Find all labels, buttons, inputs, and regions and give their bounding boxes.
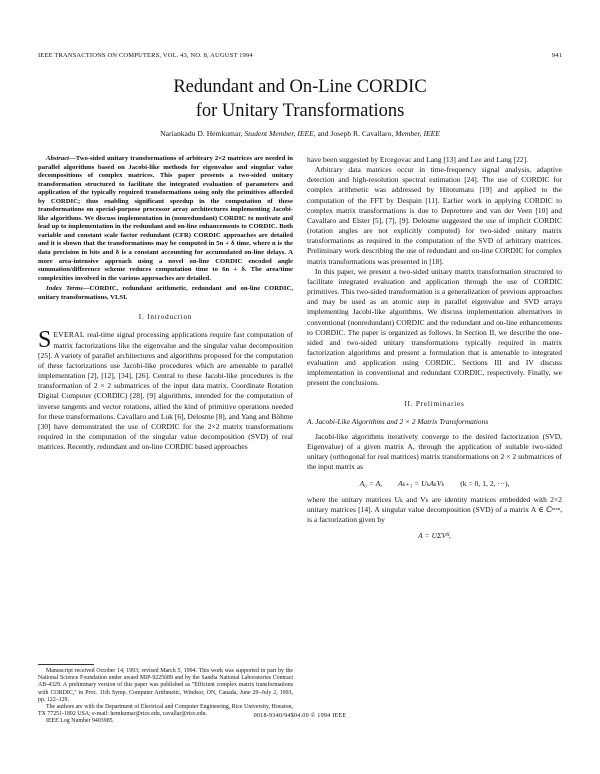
right-paragraph-2: Arbitrary data matrices occur in time-frequency signal analysis, adaptive detection and high-resolution spectral estimation [24]. The use of CORDIC for complex arithmetic was addressed by Hitotumatu [19] and applied to the computation of the FFT by Despain [11]. Earlier work in applying CORDIC to complex matrix transformations is due to Deprettere and van der Veen [10] and Cavallaro and Elster [5], [7], [9]. Delosme suggested the use of implicit CORDIC (rotation angles are not explicitly computed) for two-sided unitary matrix transformations as required in the computation of the SVD of arbitrary matrices. Preliminary work describing the use of redundant and on-line CORDIC for complex matrix transformations was presented in [18].	[307, 165, 562, 266]
equation-2-text: A = UΣVᴴ,	[418, 531, 451, 541]
copyright-footer: 0018-9340/94$04.00 © 1994 IEEE	[253, 712, 347, 719]
section-2-paragraph-2: where the unitary matrices Uₖ and Vₖ are identity matrices embedded with 2×2 unitary matrices [14]. A singular value decomposition (SVD) of a matrix A ∈ ℂᵐˣⁿ, is a factorization given by	[307, 494, 562, 524]
abstract	[38, 155, 293, 302]
author-1: Nariankadu D. Hemkumar,	[160, 129, 243, 138]
section-1-heading: I. Introduction	[138, 313, 193, 322]
first-words: EVERAL	[53, 330, 85, 340]
equation-2	[307, 531, 562, 541]
footnote-authors: The authors are with the Department of Electrical and Computer Engineering, Rice University, Houston, TX 77251-1892 USA; e-mail: hemkumar@rice.edu, cavallar@rice.edu.	[38, 704, 293, 718]
section-2-paragraph-1: Jacobi-like algorithms iteratively converge to the desired factorization (SVD, Eigenvalue) of a given matrix A, through the application of suitable two-sided unitary (orthogonal for real matrices) matrix transformations on 2 × 2 submatrices of the input matrix as	[307, 431, 562, 472]
section-1-paragraph	[38, 327, 293, 452]
running-head	[38, 52, 562, 59]
footnote-log-number: IEEE Log Number 9403985.	[46, 718, 115, 725]
abstract-text: —Two-sided unitary transformations of arbitrary 2×2 matrices are needed in parallel algorithms based on Jacobi-like methods for eigenvalue and singular value decompositions of complex matrices. This paper presents a two-sided unitary transformation structured to facilitate the integrated evaluation of parameters and application of the typically required transformations using only the primitives afforded by CORDIC; thus enabling significant speedup in the computation of these transformations on special-purpose processor array architectures implementing Jacobi-like algorithms. We discuss implementation in (nonredundant) CORDIC to motivate and lead up to implementation in the redundant and on-line enhancements to CORDIC. Both variable and constant scale factor redundant (CFR) CORDIC approaches are detailed and it is shown that the transformations may be computed in 5n + δ time, where n is the data precision in bits and δ is a constant accounting for accumulated on-line delays. A more area-intensive approach using a novel on-line CORDIC encoded angle summation/difference scheme reduces computation time to 6n + δ. The area/time complexities involved in the various approaches are detailed.	[38, 155, 293, 282]
index-terms-label: Index Terms	[46, 285, 83, 293]
left-column	[38, 155, 293, 452]
author-2-role: Member, IEEE	[395, 129, 440, 138]
right-column	[307, 155, 562, 547]
authors	[0, 129, 600, 138]
author-1-role: Student Member, IEEE,	[244, 129, 316, 138]
equation-1-lhs: A₀ = A,	[359, 478, 383, 488]
equation-1	[307, 479, 562, 489]
equation-1-rhs: Aₖ₊₁ = UₖAₖVₖ	[398, 478, 445, 488]
author-and: and	[317, 129, 329, 138]
page-number: 941	[551, 52, 562, 59]
equation-1-range: (k = 0, 1, 2, ···),	[460, 478, 510, 488]
section-2-heading: II. Preliminaries	[404, 399, 465, 408]
right-paragraph-1: have been suggested by Ercegovac and Lang [13] and Lee and Lang [22].	[307, 155, 528, 164]
index-terms-text: —CORDIC, redundant arithmetic, redundant and on-line CORDIC, unitary transformations, VLSI.	[38, 285, 293, 301]
drop-cap: S	[38, 327, 52, 354]
right-paragraph-3: In this paper, we present a two-sided unitary matrix transformation structured to facilitate integrated evaluation and application through the use of CORDIC primitives. This two-sided transformation is a generalization of previous approaches and may be used as an atomic step in parallel eigenvalue and SVD arrays implementing Jacobi-like algorithms. We discuss implementation alternatives in conventional (nonredundant) CORDIC and the redundant and on-line enhancements to CORDIC. The paper is organized as follows. In Section II, we describe the one-sided and two-sided unitary transformations typically required in matrix factorization algorithms and present a formulation that is amenable to integrated evaluation and application using CORDIC. Sections III and IV discuss implementation in conventional and redundant CORDIC, respectively. Finally, we present the conclusions.	[307, 266, 562, 388]
journal-line: IEEE TRANSACTIONS ON COMPUTERS, VOL. 43, NO. 8, AUGUST 1994	[38, 52, 253, 59]
author-2: Joseph R. Cavallaro,	[330, 129, 394, 138]
title-line-1: Redundant and On-Line CORDIC	[173, 77, 427, 97]
title-line-2: for Unitary Transformations	[195, 101, 405, 121]
footnote-manuscript: Manuscript received October 14, 1993; revised March 5, 1994. This work was supported in part by the National Science Foundation under award MIP-9225689 and by the Sandia National Laboratories Contract AB-4329. A preliminary version of this paper was published as "Efficient complex matrix transformations with CORDIC," in Proc. 11th Symp. Computer Arithmetic, Windsor, ON, Canada, June 29–July 2, 1993, pp. 122–129.	[38, 668, 293, 703]
footnote-rule	[38, 664, 94, 665]
paper-title	[0, 75, 600, 123]
abstract-label: Abstract	[46, 155, 70, 162]
subsection-heading: A. Jacobi-Like Algorithms and 2 × 2 Matrix Transformations	[307, 416, 489, 426]
section-1-text: real-time signal processing applications require fast computation of matrix factorizations like the eigenvalue and the singular value decomposition [25]. A variety of parallel architectures and algorithms proposed for the computation of these factorizations use Jacobi-like procedures which are amenable to parallel implementation [2], [12], [34], [26]. Central to these Jacobi-like procedures is the transformation of 2 × 2 submatrices of the input data matrix. Coordinate Rotation Digital Computer (CORDIC) [28], [9] algorithms, intended for the computation of inverse tangents and vector rotations, allied the kind of primitive operations needed for these transformations. Cavallaro and Luk [6], Delosme [8], and Yang and Böhme [30] have demonstrated the use of CORDIC for the 2×2 matrix transformations required in the computation of the singular value decomposition (SVD) of real matrices. Recently, redundant and on-line CORDIC based approaches	[38, 330, 293, 452]
